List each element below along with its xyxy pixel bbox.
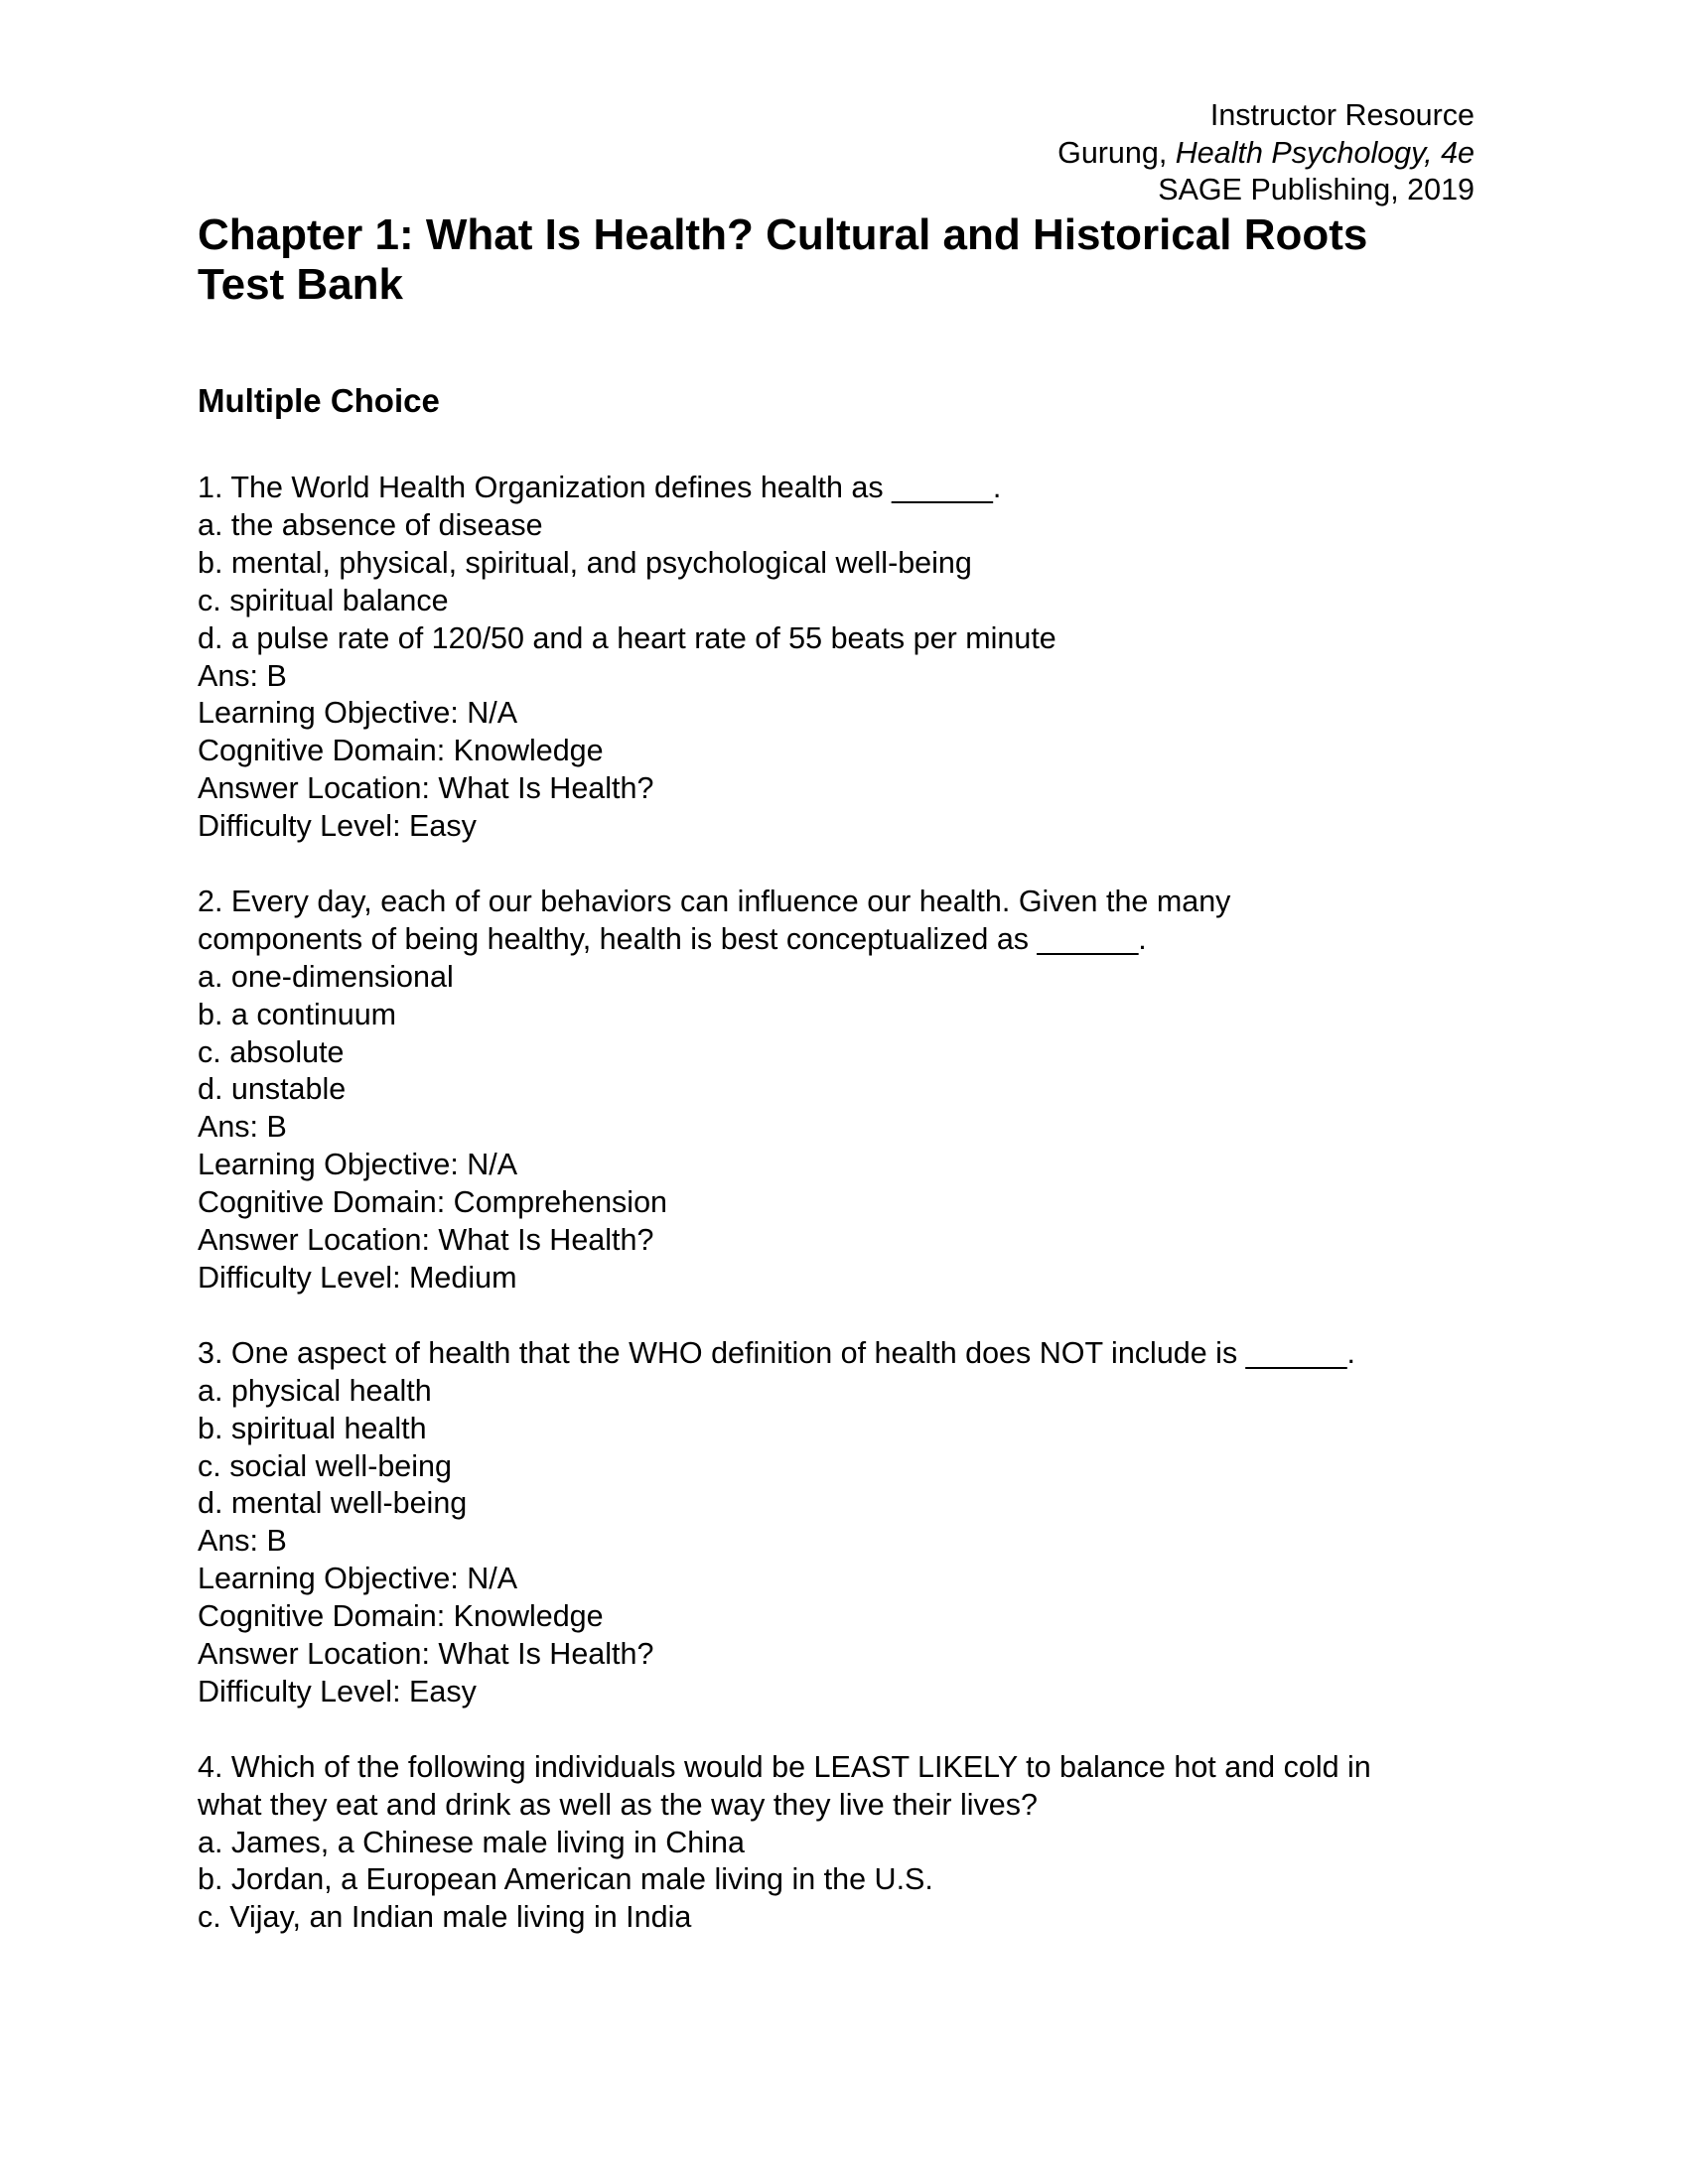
question-line: 1. The World Health Organization defines health as ______. [198,471,1002,504]
header-line-2 [1057,135,1475,173]
section-heading: Multiple Choice [198,382,440,419]
question-line: a. James, a Chinese male living in China [198,1825,745,1859]
header-line-1: Instructor Resource [1209,98,1475,132]
question-line: a. one-dimensional [198,959,454,994]
title-line-1: Chapter 1: What Is Health? Cultural and Historical Roots [198,210,1368,259]
question-line: what they eat and drink as well as the way they live their lives? [198,1787,1038,1822]
header-line-3: SAGE Publishing, 2019 [1158,173,1475,206]
question-line: components of being healthy, health is best conceptualized as ______. [198,921,1147,956]
question-line: Difficulty Level: Easy [198,1674,477,1708]
question-1 [198,470,1371,846]
question-line: c. absolute [198,1034,345,1069]
question-line: Cognitive Domain: Knowledge [198,734,604,768]
question-line: c. Vijay, an Indian male living in India [198,1900,692,1935]
page-title [198,210,1367,310]
question-line: 4. Which of the following individuals would be LEAST LIKELY to balance hot and cold in [198,1749,1371,1784]
title-line-2: Test Bank [198,260,404,309]
question-line: c. spiritual balance [198,583,449,617]
question-line: b. a continuum [198,997,397,1031]
header-author: Gurung, [1057,135,1176,170]
question-line: Learning Objective: N/A [198,696,518,731]
question-line: b. Jordan, a European American male living in the U.S. [198,1862,933,1897]
question-line: b. spiritual health [198,1411,427,1445]
question-line: a. physical health [198,1373,432,1408]
question-line: Learning Objective: N/A [198,1562,518,1596]
question-line: Ans: B [198,658,287,693]
question-3 [198,1335,1371,1711]
question-line: Difficulty Level: Easy [198,809,477,844]
question-line: Learning Objective: N/A [198,1148,518,1182]
question-line: Difficulty Level: Medium [198,1261,517,1296]
question-line: 2. Every day, each of our behaviors can influence our health. Given the many [198,884,1231,918]
question-4 [198,1749,1371,1938]
question-line: d. mental well-being [198,1486,468,1521]
question-line: Answer Location: What Is Health? [198,771,654,806]
document-header [1057,97,1475,209]
question-line: 3. One aspect of health that the WHO definition of health does NOT include is ______. [198,1335,1355,1370]
question-line: Answer Location: What Is Health? [198,1223,654,1258]
question-line: Cognitive Domain: Knowledge [198,1599,604,1634]
header-book-title: Health Psychology, 4e [1175,135,1475,170]
question-line: Ans: B [198,1524,287,1559]
question-line: Cognitive Domain: Comprehension [198,1185,667,1220]
question-line: d. a pulse rate of 120/50 and a heart rate of 55 beats per minute [198,620,1056,655]
question-line: Ans: B [198,1110,287,1145]
question-2 [198,884,1371,1297]
question-line: a. the absence of disease [198,507,543,542]
question-line: c. social well-being [198,1448,452,1483]
question-list [198,470,1371,1975]
question-line: Answer Location: What Is Health? [198,1637,654,1672]
question-line: d. unstable [198,1072,347,1107]
question-line: b. mental, physical, spiritual, and psychological well-being [198,545,972,580]
